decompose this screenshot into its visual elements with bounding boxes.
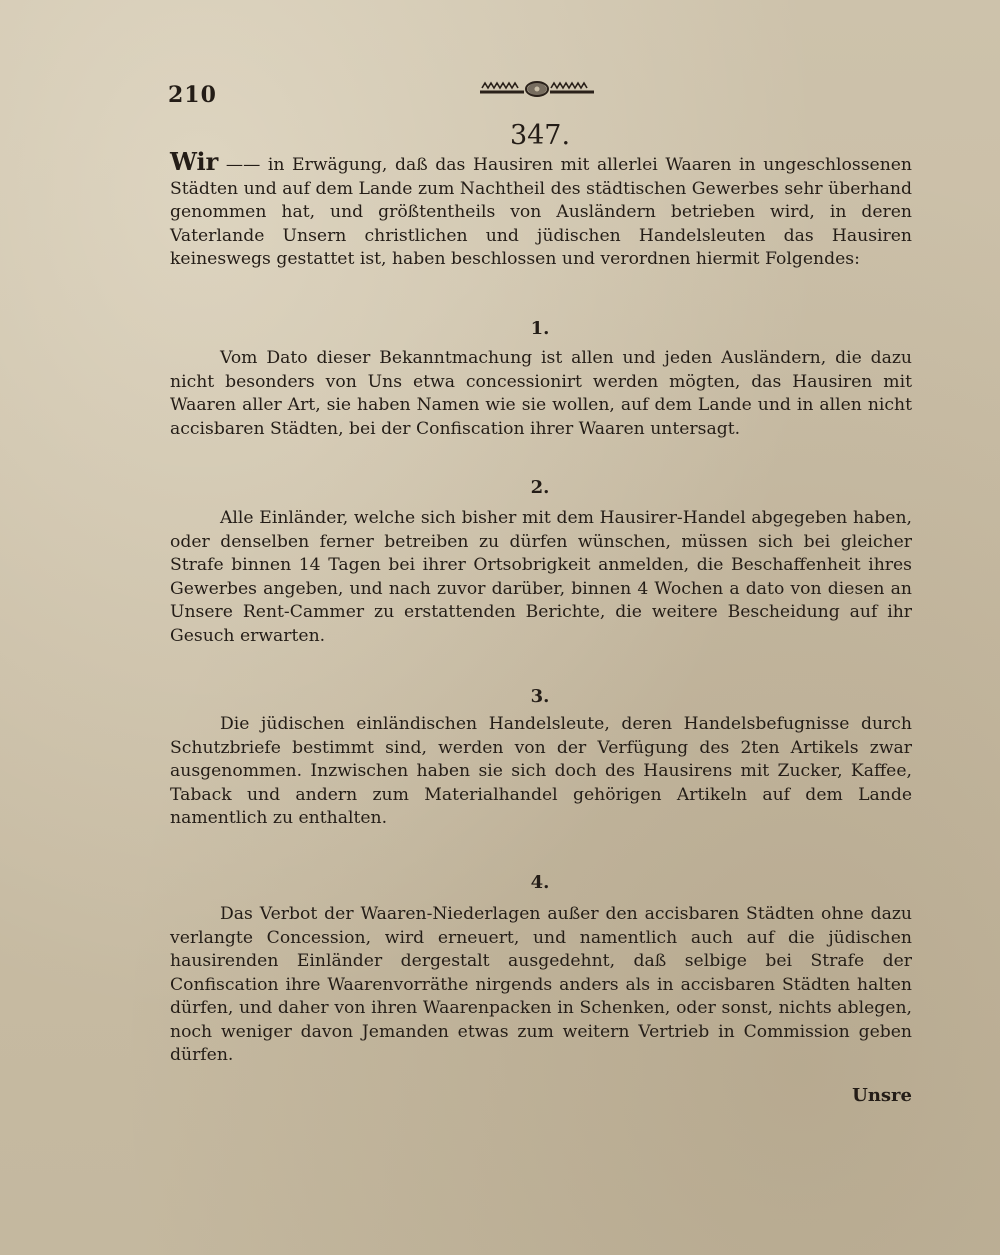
article-number-1: 1. — [530, 318, 550, 339]
intro-paragraph — [170, 147, 913, 272]
ordinance-number: 347. — [509, 120, 571, 151]
intro-lead-word: Wir — [170, 147, 219, 176]
intro-dash: —— — [225, 155, 261, 175]
article-text-1: Vom Dato dieser Bekanntmachung ist allen und jeden Ausländern, die dazu nicht besonders von Uns etwa concessionirt werden mögten, das Hausiren mit Waaren aller Art, sie haben Namen wie sie wollen, auf dem Lande und in allen nicht accisbaren Städten, bei der Confiscation ihrer Waaren untersagt. — [170, 348, 912, 439]
header-ornament — [478, 76, 596, 100]
article-text-4: Das Verbot der Waaren-Niederlagen außer den accisbaren Städten ohne dazu verlangte Concession, wird erneuert, und namentlich auch auf die jüdischen hausirenden Einländer dergestalt ausgedehnt, daß selbige bei Strafe der Confiscation ihre Waarenvorräthe nirgends anders als in accisbaren Städten halten dürfen, und daher von ihren Waarenpacken in Schenken, oder sonst, nichts ablegen, noch weniger davon Jemanden etwas zum weitern Vertrieb in Commission geben dürfen. — [170, 904, 912, 1065]
page-number: 210 — [168, 82, 217, 108]
article-number-2: 2. — [530, 477, 550, 498]
article-number-3: 3. — [530, 686, 550, 707]
article-number-4: 4. — [530, 872, 550, 893]
article-text-2: Alle Einländer, welche sich bisher mit dem Hausirer-Handel abgegeben haben, oder denselben ferner betreiben zu dürfen wünschen, müssen sich bei gleicher Strafe binnen 14 Tagen bei ihrer Ortsobrigkeit anmelden, die Beschaffenheit ihres Gewerbes angeben, und nach zuvor darüber, binnen 4 Wochen a dato von diesen an Unsere Rent-Cammer zu erstattenden Berichte, die weitere Bescheidung auf ihr Gesuch erwarten. — [170, 508, 912, 646]
article-text-3: Die jüdischen einländischen Handelsleute, deren Handelsbefugnisse durch Schutzbriefe bestimmt sind, werden von der Verfügung des 2ten Artikels zwar ausgenommen. Inzwischen haben sie sich doch des Hausirens mit Zucker, Kaffee, Taback und andern zum Materialhandel gehörigen Artikeln auf dem Lande namentlich zu enthalten. — [170, 714, 912, 828]
catchword: Unsre — [852, 1085, 912, 1106]
intro-text: in Erwägung, daß das Hausiren mit allerlei Waaren in ungeschlossenen Städten und auf dem Lande zum Nachtheil des städtischen Gewerbes sehr überhand genommen hat, und größtentheils von Ausländern betrieben wird, in deren Vaterlande Unsern christlichen und jüdischen Handelsleuten das Hausiren keineswegs gestattet ist, haben beschlossen und verordnen hiermit Folgendes: — [170, 155, 913, 269]
